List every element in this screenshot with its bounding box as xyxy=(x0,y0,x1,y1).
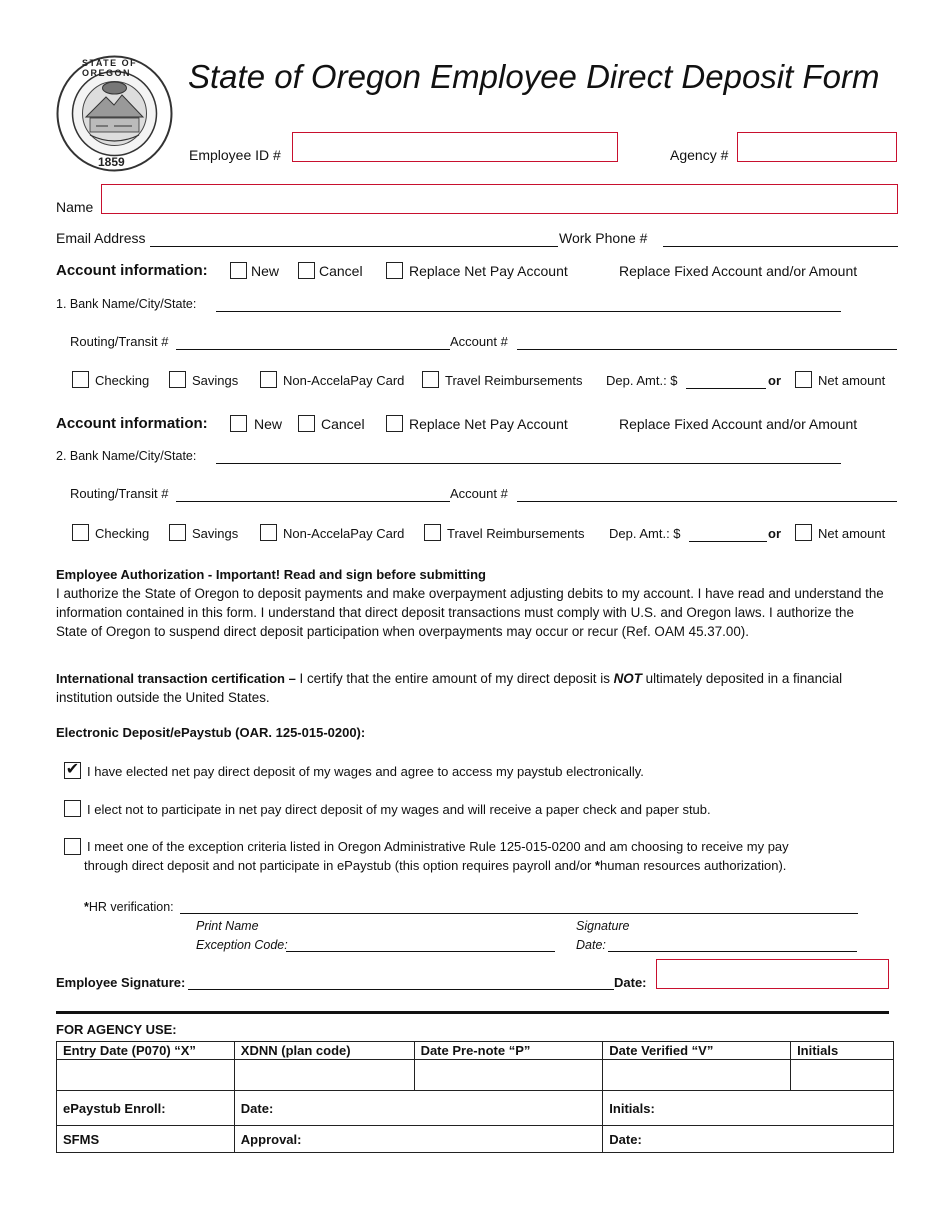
account-1-cancel-label: Cancel xyxy=(319,263,363,279)
hr-verification-label xyxy=(84,900,174,914)
agency-field[interactable] xyxy=(737,132,897,162)
name-label: Name xyxy=(56,199,94,215)
account-2-heading: Account information: xyxy=(56,415,208,432)
employee-signature-field[interactable] xyxy=(188,989,614,990)
international-body-1: I certify that the entire amount of my direct deposit is xyxy=(295,671,614,686)
account-1-account-label: Account # xyxy=(450,334,508,349)
hr-date-label: Date: xyxy=(576,938,606,952)
account-1-replace-net-checkbox[interactable] xyxy=(386,262,403,279)
account-1-or: or xyxy=(768,373,781,388)
column-verified: Date Verified “V” xyxy=(603,1042,791,1060)
account-2-replace-net-checkbox[interactable] xyxy=(386,415,403,432)
account-2-new-checkbox[interactable] xyxy=(230,415,247,432)
xdnn-cell[interactable] xyxy=(234,1060,414,1091)
work-phone-label: Work Phone # xyxy=(559,230,648,246)
account-2-bank-field[interactable] xyxy=(216,463,841,464)
oregon-seal xyxy=(56,55,173,172)
account-2-bank-label: 2. Bank Name/City/State: xyxy=(56,449,197,463)
verified-cell[interactable] xyxy=(603,1060,791,1091)
account-2-replace-fixed-label: Replace Fixed Account and/or Amount xyxy=(619,416,858,432)
international-body-2: ultimately deposited in a financial institution outside the United States. xyxy=(56,671,843,705)
account-1-replace-fixed-label: Replace Fixed Account and/or Amount xyxy=(619,263,858,279)
account-1-checking-checkbox[interactable] xyxy=(72,371,89,388)
option3-star: * xyxy=(594,858,600,873)
exception-code-field[interactable] xyxy=(286,951,555,952)
initials-cell[interactable] xyxy=(791,1060,894,1091)
account-2-net-amount-label: Net amount xyxy=(818,526,886,541)
account-2-cancel-label: Cancel xyxy=(321,416,365,432)
epaystub-option3-line1: I meet one of the exception criteria listed in Oregon Administrative Rule 125-015-0200 and am choosing to receive my pay xyxy=(87,839,789,854)
column-xdnn: XDNN (plan code) xyxy=(234,1042,414,1060)
column-entry-date: Entry Date (P070) “X” xyxy=(57,1042,235,1060)
account-1-non-accelapay-label: Non-AccelaPay Card xyxy=(283,373,405,388)
account-1-cancel-checkbox[interactable] xyxy=(298,262,315,279)
epaystub-heading: Electronic Deposit/ePaystub (OAR. 125-015-0200): xyxy=(56,725,366,740)
sfms-label: SFMS xyxy=(57,1126,235,1153)
account-1-savings-checkbox[interactable] xyxy=(169,371,186,388)
account-1-account-field[interactable] xyxy=(517,349,897,350)
international-heading: International transaction certification – xyxy=(56,671,296,686)
section-divider xyxy=(56,1011,889,1014)
table-row xyxy=(57,1126,894,1153)
email-label: Email Address xyxy=(56,230,146,246)
email-field[interactable] xyxy=(150,246,558,247)
table-row xyxy=(57,1091,894,1126)
account-1-net-amount-checkbox[interactable] xyxy=(795,371,812,388)
hr-verification-field[interactable] xyxy=(180,913,858,914)
name-field[interactable] xyxy=(101,184,898,214)
agency-use-heading: FOR AGENCY USE: xyxy=(56,1022,177,1037)
epaystub-option2-checkbox[interactable] xyxy=(64,800,81,817)
employee-signature-label: Employee Signature: xyxy=(56,975,186,990)
account-2-new-label: New xyxy=(254,416,283,432)
hr-label-text: HR verification: xyxy=(88,900,174,914)
account-1-routing-label: Routing/Transit # xyxy=(70,334,169,349)
account-1-heading: Account information: xyxy=(56,262,208,279)
account-1-travel-label: Travel Reimbursements xyxy=(445,373,583,388)
account-1-bank-label: 1. Bank Name/City/State: xyxy=(56,297,197,311)
account-2-account-field[interactable] xyxy=(517,501,897,502)
option3-text-b: human resources authorization). xyxy=(599,858,787,873)
account-2-net-amount-checkbox[interactable] xyxy=(795,524,812,541)
check-icon: ✔ xyxy=(65,761,80,778)
account-2-replace-net-label: Replace Net Pay Account xyxy=(409,416,568,432)
seal-text: STATE OF OREGON xyxy=(82,58,138,78)
authorization-heading: Employee Authorization - Important! Read and sign before submitting xyxy=(56,567,486,582)
sfms-approval: Approval: xyxy=(234,1126,603,1153)
account-1-replace-net-label: Replace Net Pay Account xyxy=(409,263,568,279)
account-1-travel-checkbox[interactable] xyxy=(422,371,439,388)
account-1-checking-label: Checking xyxy=(95,373,150,388)
epaystub-enroll-initials: Initials: xyxy=(603,1091,894,1126)
agency-label: Agency # xyxy=(670,147,729,163)
account-2-routing-label: Routing/Transit # xyxy=(70,486,169,501)
account-2-checking-label: Checking xyxy=(95,526,150,541)
international-not: NOT xyxy=(613,671,642,686)
account-1-new-checkbox[interactable] xyxy=(230,262,247,279)
account-2-travel-checkbox[interactable] xyxy=(424,524,441,541)
entry-date-cell[interactable] xyxy=(57,1060,235,1091)
epaystub-option2-label: I elect not to participate in net pay direct deposit of my wages and will receive a paper check and paper stub. xyxy=(87,802,711,817)
account-2-cancel-checkbox[interactable] xyxy=(298,415,315,432)
epaystub-option3-line2 xyxy=(84,858,786,873)
signature-date-field[interactable] xyxy=(656,959,889,989)
table-row xyxy=(57,1042,894,1060)
account-2-account-label: Account # xyxy=(450,486,508,501)
authorization-body: I authorize the State of Oregon to deposit payments and make overpayment adjusting debits to my account. I have read and understand the information contained in this form. I understand that direct deposit transactions must comply with U.S. and Oregon laws. I authorize the State of Oregon to suspend direct deposit participation when overpayments may occur or recur (Ref. OAM 45.37.00). xyxy=(56,586,884,639)
account-2-or: or xyxy=(768,526,781,541)
account-1-dep-amt-field[interactable] xyxy=(686,388,766,389)
hr-star: * xyxy=(84,900,89,914)
account-1-new-label: New xyxy=(251,263,280,279)
epaystub-enroll-date: Date: xyxy=(234,1091,603,1126)
epaystub-enroll-label: ePaystub Enroll: xyxy=(57,1091,235,1126)
exception-code-label: Exception Code: xyxy=(196,938,288,952)
table-row xyxy=(57,1060,894,1091)
employee-id-field[interactable] xyxy=(292,132,618,162)
account-2-checking-checkbox[interactable] xyxy=(72,524,89,541)
account-1-bank-field[interactable] xyxy=(216,311,841,312)
account-2-savings-checkbox[interactable] xyxy=(169,524,186,541)
account-2-dep-amt-label: Dep. Amt.: $ xyxy=(609,526,681,541)
account-2-savings-label: Savings xyxy=(192,526,239,541)
agency-use-table xyxy=(56,1041,894,1153)
account-2-routing-field[interactable] xyxy=(176,501,450,502)
account-1-non-accelapay-checkbox[interactable] xyxy=(260,371,277,388)
print-name-caption: Print Name xyxy=(196,919,259,933)
epaystub-option1-checkbox[interactable] xyxy=(64,762,81,779)
signature-caption: Signature xyxy=(576,919,630,933)
account-2-dep-amt-field[interactable] xyxy=(689,541,767,542)
epaystub-option3-checkbox[interactable] xyxy=(64,838,81,855)
hr-date-field[interactable] xyxy=(608,951,857,952)
pre-note-cell[interactable] xyxy=(414,1060,603,1091)
signature-date-label: Date: xyxy=(614,975,647,990)
sfms-date: Date: xyxy=(603,1126,894,1153)
column-pre-note: Date Pre-note “P” xyxy=(414,1042,603,1060)
work-phone-field[interactable] xyxy=(663,246,898,247)
account-1-savings-label: Savings xyxy=(192,373,239,388)
account-1-dep-amt-label: Dep. Amt.: $ xyxy=(606,373,678,388)
page-title: State of Oregon Employee Direct Deposit Form xyxy=(188,58,880,95)
account-2-non-accelapay-label: Non-AccelaPay Card xyxy=(283,526,405,541)
epaystub-option1-label: I have elected net pay direct deposit of my wages and agree to access my paystub electronically. xyxy=(87,764,644,779)
account-1-net-amount-label: Net amount xyxy=(818,373,886,388)
account-1-routing-field[interactable] xyxy=(176,349,450,350)
account-2-non-accelapay-checkbox[interactable] xyxy=(260,524,277,541)
employee-id-label: Employee ID # xyxy=(189,147,281,163)
seal-year: 1859 xyxy=(98,155,125,169)
account-2-travel-label: Travel Reimbursements xyxy=(447,526,585,541)
column-initials: Initials xyxy=(791,1042,894,1060)
international-certification xyxy=(56,669,896,707)
option3-text-a: through direct deposit and not participate in ePaystub (this option requires payroll and/or xyxy=(84,858,595,873)
